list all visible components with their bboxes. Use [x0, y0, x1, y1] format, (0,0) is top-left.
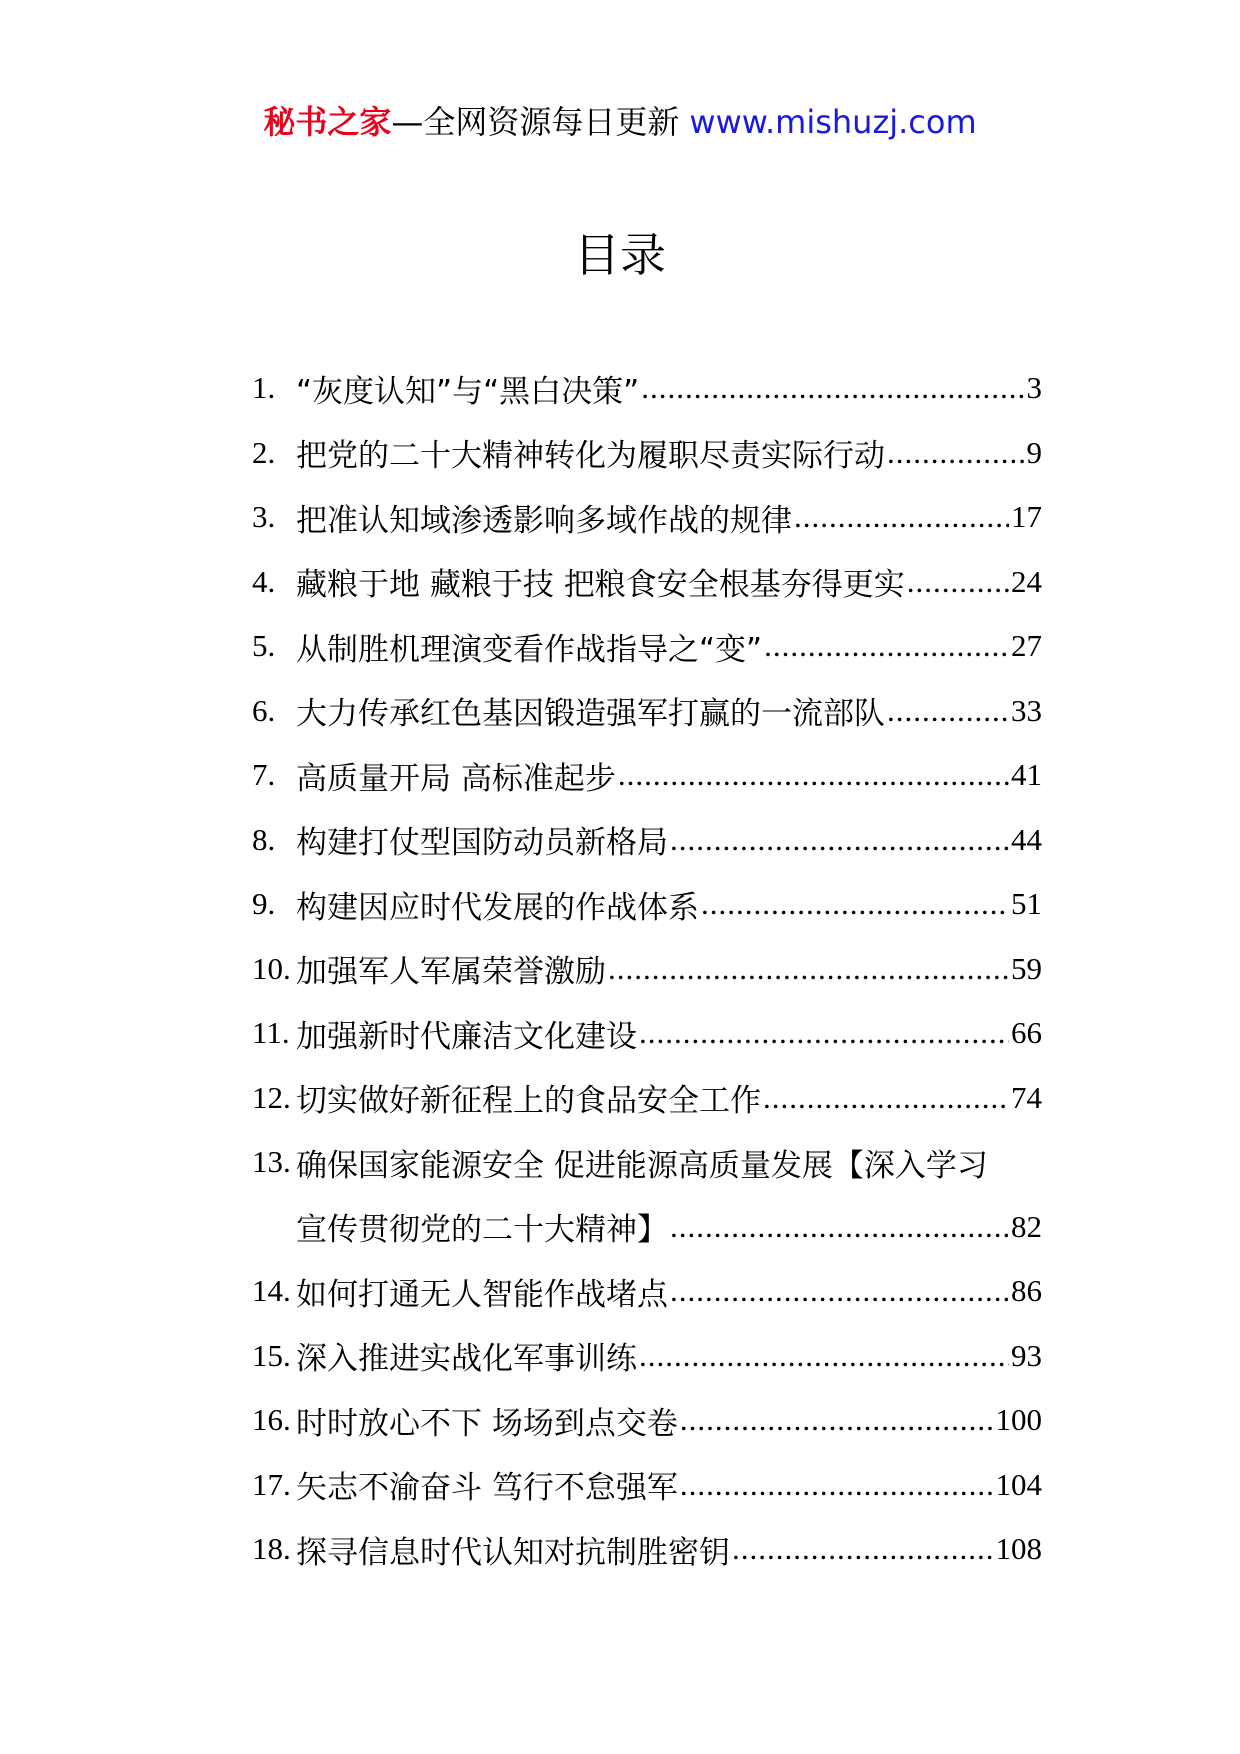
toc-entry[interactable]	[252, 1259, 1042, 1324]
page-title: 目录	[574, 228, 666, 282]
toc-entry[interactable]	[252, 421, 1042, 486]
toc-entry[interactable]	[252, 937, 1042, 1002]
toc-title: 时时放心不下 场场到点交卷	[296, 1405, 678, 1442]
toc-leader	[670, 1209, 1009, 1245]
toc-leader	[639, 1015, 1009, 1051]
toc-number: 5.	[252, 628, 276, 664]
toc-title: “灰度认知”与“黑白决策”	[296, 373, 640, 410]
toc-entry[interactable]	[252, 550, 1042, 615]
toc-page-number: 9	[1026, 434, 1042, 470]
toc-number: 18.	[252, 1531, 291, 1567]
toc-title: 高质量开局 高标准起步	[296, 760, 616, 797]
toc-title: 构建打仗型国防动员新格局	[296, 825, 668, 862]
toc-leader	[887, 693, 1009, 729]
toc-leader	[794, 499, 1009, 535]
toc-title-continued: 宣传贯彻党的二十大精神】	[296, 1212, 668, 1249]
toc-number: 10.	[252, 950, 291, 986]
toc-page-number: 66	[1011, 1015, 1042, 1051]
toc-number: 1.	[252, 370, 276, 406]
toc-leader	[618, 757, 1009, 793]
toc-leader	[907, 564, 1009, 600]
toc-title: 加强新时代廉洁文化建设	[296, 1018, 637, 1055]
toc-page-number: 104	[995, 1466, 1042, 1502]
toc-entry[interactable]	[252, 356, 1042, 421]
toc-title: 矢志不渝奋斗 笃行不怠强军	[296, 1470, 678, 1507]
toc-leader	[670, 1273, 1009, 1309]
site-header	[0, 100, 1240, 144]
table-of-contents	[252, 356, 1042, 1582]
toc-leader	[670, 822, 1009, 858]
toc-page-number: 44	[1011, 821, 1042, 857]
toc-entry[interactable]	[252, 1388, 1042, 1453]
toc-number: 13.	[252, 1144, 291, 1180]
toc-title: 从制胜机理演变看作战指导之“变”	[296, 631, 763, 668]
toc-page-number: 33	[1011, 692, 1042, 728]
toc-entry[interactable]	[252, 1517, 1042, 1582]
toc-entry[interactable]	[252, 872, 1042, 937]
site-link[interactable]: www.mishuzj.com	[689, 103, 977, 141]
toc-entry[interactable]	[252, 1453, 1042, 1518]
toc-page-number: 27	[1011, 628, 1042, 664]
brand-name: 秘书之家	[263, 103, 392, 141]
toc-entry[interactable]	[252, 808, 1042, 873]
toc-number: 11.	[252, 1015, 290, 1051]
toc-page-number: 24	[1011, 563, 1042, 599]
toc-page-number: 41	[1011, 757, 1042, 793]
toc-leader	[680, 1467, 994, 1503]
toc-leader	[732, 1531, 994, 1567]
toc-page-number: 93	[1011, 1337, 1042, 1373]
toc-title: 把准认知域渗透影响多域作战的规律	[296, 502, 792, 539]
toc-page-number: 108	[995, 1531, 1042, 1567]
toc-number: 8.	[252, 821, 276, 857]
toc-page-number: 17	[1011, 499, 1042, 535]
toc-title: 探寻信息时代认知对抗制胜密钥	[296, 1534, 730, 1571]
toc-page-number: 82	[1011, 1208, 1042, 1244]
toc-entry[interactable]	[252, 679, 1042, 744]
toc-number: 4.	[252, 563, 276, 599]
toc-leader	[680, 1402, 994, 1438]
toc-leader	[639, 1338, 1009, 1374]
toc-title: 把党的二十大精神转化为履职尽责实际行动	[296, 438, 885, 475]
toc-number: 3.	[252, 499, 276, 535]
toc-leader	[763, 1080, 1009, 1116]
toc-leader	[764, 628, 1009, 664]
toc-entry[interactable]	[252, 1130, 1042, 1259]
toc-title: 如何打通无人智能作战堵点	[296, 1276, 668, 1313]
toc-page-number: 86	[1011, 1273, 1042, 1309]
header-tagline: —全网资源每日更新	[391, 103, 680, 141]
toc-number: 7.	[252, 757, 276, 793]
toc-page-number: 74	[1011, 1079, 1042, 1115]
toc-number: 12.	[252, 1079, 291, 1115]
toc-entry[interactable]	[252, 614, 1042, 679]
toc-entry[interactable]	[252, 1066, 1042, 1131]
toc-number: 16.	[252, 1402, 291, 1438]
toc-number: 15.	[252, 1337, 291, 1373]
toc-leader	[887, 435, 1025, 471]
toc-title: 确保国家能源安全 促进能源高质量发展【深入学习	[296, 1147, 988, 1184]
toc-entry[interactable]	[252, 1001, 1042, 1066]
toc-title: 藏粮于地 藏粮于技 把粮食安全根基夯得更实	[296, 567, 905, 604]
toc-title: 构建因应时代发展的作战体系	[296, 889, 699, 926]
toc-leader	[641, 370, 1024, 406]
toc-number: 6.	[252, 692, 276, 728]
toc-title: 深入推进实战化军事训练	[296, 1341, 637, 1378]
toc-entry[interactable]	[252, 485, 1042, 550]
toc-title: 大力传承红色基因锻造强军打赢的一流部队	[296, 696, 885, 733]
toc-number: 17.	[252, 1466, 291, 1502]
toc-entry[interactable]	[252, 743, 1042, 808]
toc-entry[interactable]	[252, 1324, 1042, 1389]
toc-page-number: 51	[1011, 886, 1042, 922]
toc-number: 9.	[252, 886, 276, 922]
toc-page-number: 100	[995, 1402, 1042, 1438]
toc-title: 加强军人军属荣誉激励	[296, 954, 606, 991]
toc-leader	[608, 951, 1009, 987]
toc-page-number: 59	[1011, 950, 1042, 986]
toc-leader	[701, 886, 1009, 922]
toc-number: 2.	[252, 434, 276, 470]
toc-page-number: 3	[1026, 370, 1042, 406]
toc-title: 切实做好新征程上的食品安全工作	[296, 1083, 761, 1120]
toc-number: 14.	[252, 1273, 291, 1309]
